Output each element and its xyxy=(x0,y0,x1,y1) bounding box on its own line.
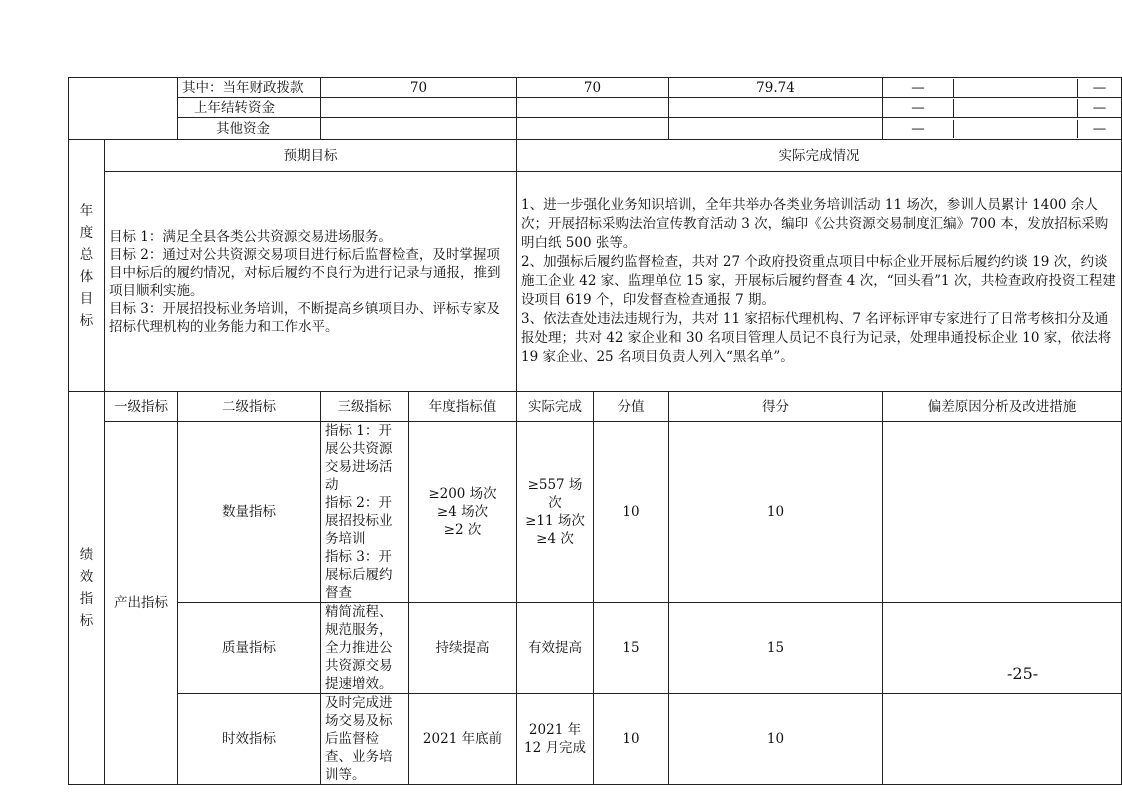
expected-goal-item: 目标 3：开展招投标业务培训，不断提高乡镇项目办、评标专家及招标代理机构的业务能力和工作水平。 xyxy=(109,300,500,335)
funds-cell xyxy=(321,118,517,140)
funds-row xyxy=(69,98,1122,118)
funds-cell: — xyxy=(1092,99,1107,116)
funds-cell: — xyxy=(883,79,954,97)
got-cell: 15 xyxy=(669,603,883,694)
got-cell: 10 xyxy=(669,422,883,603)
analysis-cell xyxy=(883,422,1122,603)
actual-result-item: 3、依法查处违法违规行为，共对 11 家招标代理机构、7 名评标评审专家进行了日常考核扣分及通报处理；共对 42 家企业和 30 名项目管理人员记不良行为记录，处理串通投标企业 10 家，依法将 19 家企业、25 名项目负责人列入“黑名单”。 xyxy=(521,311,1112,365)
col-header: 实际完成 xyxy=(517,392,594,422)
funds-cell xyxy=(954,99,1078,117)
funds-cell: — xyxy=(1092,120,1107,137)
col-header: 年度指标值 xyxy=(409,392,517,422)
expected-goal-item: 目标 2：通过对公共资源交易项目进行标后监督检查，及时掌握项目中标后的履约情况，对标后履约不良行为进行记录与通报，推到项目顺利实施。 xyxy=(109,246,501,299)
actual-cell: 2021 年 12 月完成 xyxy=(517,694,594,785)
funds-blank-cell xyxy=(69,78,178,140)
perf-section-label: 绩效指标 xyxy=(69,392,105,785)
expected-goals xyxy=(105,172,517,392)
level2-cell: 数量指标 xyxy=(178,422,321,603)
funds-cell: — xyxy=(883,99,954,117)
actual-cell: ≥557 场次 ≥11 场次 ≥4 次 xyxy=(517,422,594,603)
col-header: 得分 xyxy=(669,392,883,422)
funds-row xyxy=(69,78,1122,98)
col-header: 一级指标 xyxy=(105,392,178,422)
funds-cell: 70 xyxy=(321,78,517,98)
actual-results xyxy=(517,172,1122,392)
score-cell: 15 xyxy=(594,603,669,694)
target-cell: 2021 年底前 xyxy=(409,694,517,785)
level3-cell: 及时完成进场交易及标后监督检查、业务培训等。 xyxy=(321,694,409,785)
table-row xyxy=(69,422,1122,603)
funds-cell xyxy=(517,118,669,140)
funds-cell xyxy=(321,98,517,118)
expected-header: 预期目标 xyxy=(105,140,517,172)
funds-cell: — xyxy=(1092,79,1107,96)
level1-cell: 产出指标 xyxy=(105,422,178,785)
funds-label: 上年结转资金 xyxy=(178,98,321,118)
funds-cell xyxy=(954,79,1078,97)
funds-cell: — xyxy=(883,120,954,138)
level3-cell: 精简流程、规范服务，全力推进公共资源交易提速增效。 xyxy=(321,603,409,694)
score-cell: 10 xyxy=(594,694,669,785)
goals-section-label: 年度总体目标 xyxy=(69,140,105,392)
level2-cell: 质量指标 xyxy=(178,603,321,694)
funds-row xyxy=(69,118,1122,140)
performance-table xyxy=(68,77,1122,785)
goals-header-row xyxy=(69,140,1122,172)
actual-cell: 有效提高 xyxy=(517,603,594,694)
analysis-cell xyxy=(883,603,1122,694)
target-cell: ≥200 场次 ≥4 场次 ≥2 次 xyxy=(409,422,517,603)
level2-cell: 时效指标 xyxy=(178,694,321,785)
funds-cell: 79.74 xyxy=(669,78,883,98)
target-cell: 持续提高 xyxy=(409,603,517,694)
col-header: 二级指标 xyxy=(178,392,321,422)
funds-label: 其中：当年财政拨款 xyxy=(178,78,321,98)
level3-cell: 指标 1：开展公共资源交易进场活动 指标 2：开展招投标业务培训 指标 3：开展标后履约督查 xyxy=(321,422,409,603)
got-cell: 10 xyxy=(669,694,883,785)
col-header: 偏差原因分析及改进措施 xyxy=(883,392,1122,422)
actual-result-item: 1、进一步强化业务知识培训，全年共举办各类业务培训活动 11 场次，参训人员累计 1400 余人次；开展招标采购法治宣传教育活动 3 次，编印《公共资源交易制度汇编》700 本，发放招标采购明白纸 500 张等。 xyxy=(521,197,1109,251)
table-row xyxy=(69,603,1122,694)
analysis-cell xyxy=(883,694,1122,785)
col-header: 三级指标 xyxy=(321,392,409,422)
expected-goal-item: 目标 1：满足全县各类公共资源交易进场服务。 xyxy=(109,228,392,245)
perf-header-row xyxy=(69,392,1122,422)
funds-cell: 70 xyxy=(517,78,669,98)
actual-result-item: 2、加强标后履约监督检查，共对 27 个政府投资重点项目中标企业开展标后履约约谈 19 次，约谈施工企业 42 家、监理单位 15 家，开展标后履约督查 4 次，“回头看”1 次，共检查政府投资工程建设项目 619 个，印发督查检查通报 7 期。 xyxy=(521,254,1116,308)
funds-cell xyxy=(669,98,883,118)
table-row xyxy=(69,694,1122,785)
col-header: 分值 xyxy=(594,392,669,422)
actual-header: 实际完成情况 xyxy=(517,140,1122,172)
page-number: -25- xyxy=(1007,664,1039,683)
goals-body-row xyxy=(69,172,1122,392)
funds-label: 其他资金 xyxy=(178,118,321,140)
funds-cell xyxy=(669,118,883,140)
score-cell: 10 xyxy=(594,422,669,603)
funds-cell xyxy=(954,120,1078,138)
funds-cell xyxy=(517,98,669,118)
